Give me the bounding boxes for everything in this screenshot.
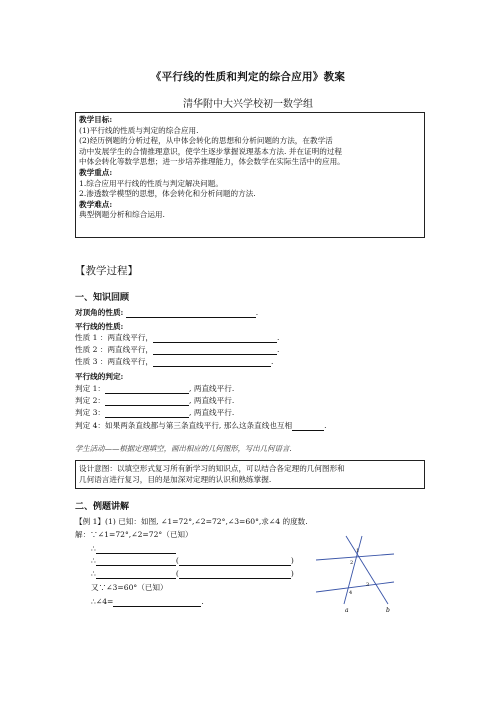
judge-label: 平行线的判定:: [75, 372, 124, 381]
property-line: [75, 357, 273, 367]
answer-blank: [96, 570, 176, 579]
angle-label-2: 2: [350, 560, 354, 566]
paren-open: (: [175, 556, 179, 565]
answer-blank: [113, 597, 204, 607]
document-title: 《平行线的性质和判定的综合应用》教案: [150, 71, 346, 83]
answer-end: .: [201, 597, 204, 606]
example-1-prompt: 【例 1】(1) 已知：如图, ∠1=72°,∠2=72°,∠3=60°,求∠4 的度数.: [75, 517, 308, 526]
judge-line: [75, 396, 234, 406]
answer-blank: [126, 309, 256, 318]
answer-blank: [153, 333, 280, 343]
answer-blank: [96, 545, 176, 554]
judge-item-label: 判定 3：: [75, 408, 106, 417]
property-label: 性质 2 ：两直线平行，: [75, 345, 154, 354]
section-heading-review: 一、知识回顾: [75, 293, 130, 303]
student-activity-note: 学生活动——根据定理填空，画出相应的几何图形，写出几何语言.: [75, 444, 292, 453]
design-intent-line: 几何语言进行复习，目的是加深对定理的认识和熟练掌握.: [79, 475, 272, 484]
answer-blank: [105, 409, 189, 418]
angle-label-4: 4: [349, 590, 353, 596]
geometry-figure-svg: [316, 534, 396, 614]
property-line: [75, 333, 279, 343]
line-label-b: b: [386, 607, 390, 614]
property-line: [75, 345, 279, 355]
therefore-symbol: ∴: [91, 556, 96, 565]
reason-blank: [179, 570, 291, 579]
judge4-line: [75, 421, 327, 431]
judge-line: [75, 384, 234, 394]
line-label-a: a: [345, 607, 349, 614]
process-title: 【教学过程】: [75, 265, 138, 277]
property-end: .: [277, 333, 280, 342]
answer-blank: [153, 357, 274, 367]
line-b: [346, 536, 388, 604]
paren-open: (: [175, 569, 179, 578]
objectives-box: [75, 112, 425, 238]
answer-prefix: ∴∠4=: [91, 597, 114, 606]
difficulty-line: 典型例题分析和综合运用.: [79, 210, 165, 220]
judge-item-end: , 两直线平行.: [189, 384, 235, 393]
solution-line: [91, 556, 294, 566]
transversal-upper: [316, 554, 394, 560]
judge-item-label: 判定 1：: [75, 384, 106, 393]
objective-line: (1)平行线的性质与判定的综合应用.: [79, 125, 199, 135]
paren-close: ): [290, 556, 294, 565]
solution-line: [91, 569, 294, 579]
reason-blank: [179, 557, 291, 566]
angle-label-1: 1: [356, 548, 360, 554]
design-intent-line: 设计意图：以填空形式复习所有新学习的知识点，可以结合各定理的几何图形和: [79, 464, 345, 473]
section-heading-examples: 二、例题讲解: [75, 502, 130, 512]
document-subtitle: 清华附中大兴学校初一数学组: [183, 99, 313, 110]
answer-blank: [153, 345, 280, 355]
therefore-symbol: ∴: [91, 544, 96, 553]
vertical-angle-label: 对顶角的性质:: [75, 308, 124, 317]
angle-label-3: 3: [366, 582, 370, 588]
line-a: [344, 536, 362, 604]
judge-item-end: , 两直线平行.: [189, 396, 235, 405]
transversal-lower: [316, 582, 394, 592]
key-point-line: 1.综合应用平行线的性质与判定解决问题。: [79, 178, 223, 188]
geometry-figure: [316, 534, 396, 614]
objective-line: (2)经历例题的分析过程，从中体会转化的思想和分析问题的方法，在教学活: [79, 136, 333, 146]
property-label: 性质 3 ：两直线平行，: [75, 357, 154, 366]
therefore-symbol: ∴: [91, 569, 96, 578]
solution-line: 又∵∠3=60°（已知）: [91, 583, 168, 592]
objective-line: 动中发展学生的合情推理意识，使学生逐步掌握说理基本方法. 并在证明的过程: [79, 146, 343, 156]
answer-blank: [96, 557, 176, 566]
objective-line: 中体会转化等数学思想；进一步培养推理能力，体会数学在实际生活中的应用。: [79, 157, 345, 167]
design-intent-box: [75, 460, 425, 489]
solution-line: [91, 544, 176, 554]
judge-item-end: , 两直线平行.: [189, 408, 235, 417]
judge4-end: .: [324, 421, 327, 430]
solution-line: 解：∵∠1=72°,∠2=72°（已知）: [75, 530, 193, 539]
property-label: 性质 1 ：两直线平行，: [75, 333, 154, 342]
vertical-angle-line: 对顶角的性质: .: [75, 308, 259, 317]
key-points-heading: 教学重点:: [79, 167, 113, 177]
parallel-props-label: 平行线的性质:: [75, 322, 124, 331]
answer-blank: [105, 397, 189, 406]
property-end: .: [271, 357, 274, 366]
judge-line: [75, 408, 234, 418]
property-end: .: [277, 345, 280, 354]
paren-close: ): [290, 569, 294, 578]
objectives-heading: 教学目标:: [79, 115, 113, 124]
answer-blank: [292, 421, 327, 431]
judge4-text: 判定 4：如果两条直线都与第三条直线平行, 那么这条直线也互相: [75, 421, 293, 430]
judge-item-label: 判定 2：: [75, 396, 106, 405]
solution-line: [91, 597, 204, 607]
difficulty-heading: 教学难点:: [79, 199, 113, 209]
key-point-line: 2.渗透数学模型的思想，体会转化和分析问题的方法.: [79, 189, 256, 199]
answer-blank: [105, 385, 189, 394]
